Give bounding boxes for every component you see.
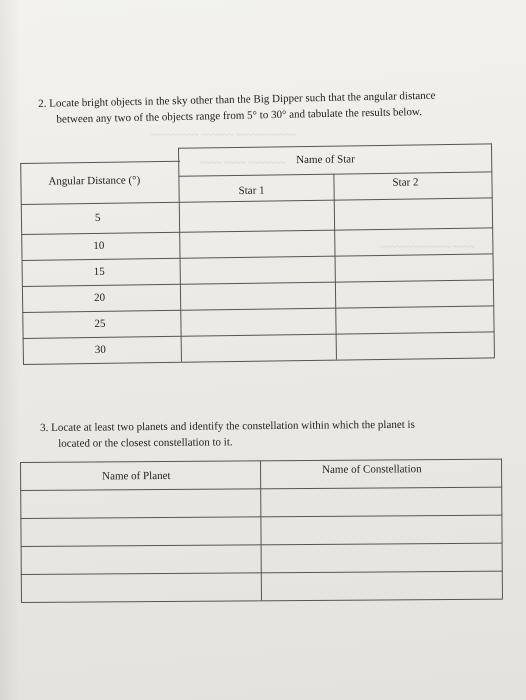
row-value: 15 xyxy=(93,265,105,278)
question-3-line-2: located or the closest constellation to it. xyxy=(58,436,233,450)
planet-table xyxy=(20,459,503,612)
name-of-constellation-header: Name of Constellation xyxy=(322,463,422,476)
angular-distance-header: Angular Distance (°) xyxy=(48,174,141,188)
row-value: 5 xyxy=(94,211,101,224)
bleed-through-text: ~~~~ ~~~~ ~~~~~~~ xyxy=(200,158,287,169)
row-value: 10 xyxy=(93,239,105,252)
row-value: 30 xyxy=(94,343,106,356)
row-value: 20 xyxy=(93,291,106,304)
row-value: 25 xyxy=(94,317,106,330)
name-of-planet-header: Name of Planet xyxy=(102,469,171,483)
question-2-line-1: 2. Locate bright objects in the sky other than the Big Dipper such that the angular distance xyxy=(38,89,436,110)
question-2-line-2: between any two of the objects range from 5° to 30° and tabulate the results below. xyxy=(56,105,423,126)
question-3 xyxy=(40,416,480,452)
bleed-through-text: ~~~~~~~~~~~~~ ~~~~ xyxy=(380,242,475,253)
angular-distance-table xyxy=(20,143,495,375)
page-shadow xyxy=(0,0,20,700)
name-of-star-header: Name of Star xyxy=(296,153,355,167)
question-3-line-1: 3. Locate at least two planets and identify the constellation within which the planet is xyxy=(40,418,415,434)
question-2 xyxy=(38,87,479,128)
star-1-header: Star 1 xyxy=(238,184,265,197)
bleed-through-text: ~~~~~~~~~ ~~~~~~ ~~~~~~~~~~~ xyxy=(150,130,296,141)
star-2-header: Star 2 xyxy=(392,176,419,189)
